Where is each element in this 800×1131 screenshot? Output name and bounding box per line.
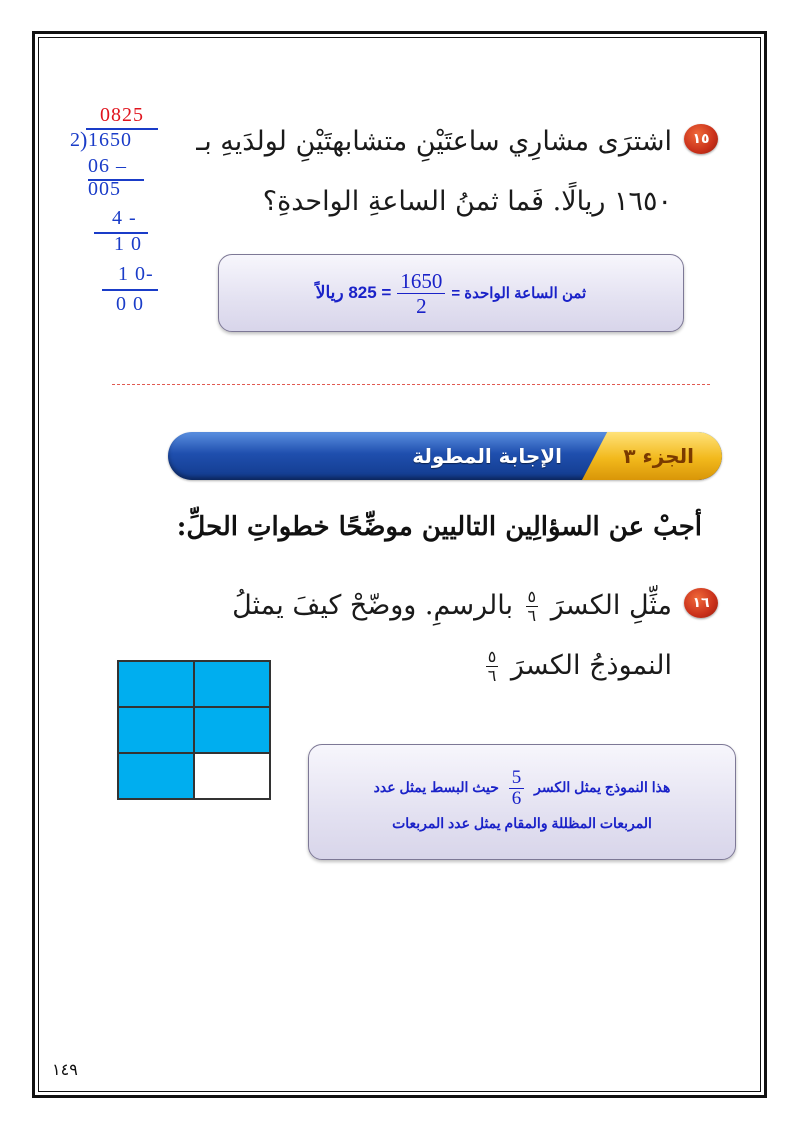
- grid-cell-shaded: [118, 707, 194, 753]
- question-16-line-1-after: بالرسمِ. ووضّحْ كيفَ يمثلُ: [232, 590, 513, 621]
- division-step-6: 0 0: [116, 293, 144, 315]
- page-number: ١٤٩: [52, 1060, 78, 1079]
- answer-15-result: = 825 ريالاً: [315, 283, 392, 302]
- grid-cell-shaded: [194, 707, 270, 753]
- question-16-line-2-before: النموذجُ الكسرَ: [510, 650, 672, 681]
- instruction-text: أجبْ عن السؤالِين التاليين موضِّحًا خطواتِ الحلِّ:: [176, 512, 702, 542]
- grid-cell-shaded: [194, 661, 270, 707]
- answer-16-denominator: 6: [511, 787, 522, 809]
- grid-cell-shaded: [118, 753, 194, 799]
- division-divisor: 2: [70, 129, 81, 151]
- grid-cell-empty: [194, 753, 270, 799]
- question-16-answer-box: [308, 744, 736, 860]
- question-15-line-2: ١٦٥٠ ريالًا. فَما ثمنُ الساعةِ الواحدةِ؟: [262, 186, 672, 217]
- answer-16-text-before: هذا النموذج يمثل الكسر: [534, 778, 671, 795]
- answer-16-line-1: [374, 768, 671, 809]
- section-separator: [112, 384, 710, 385]
- question-15-line-1: اشترَى مشارِي ساعتَيْنِ متشابهتَيْنِ لولدَيهِ بـ: [196, 126, 672, 157]
- division-line-3: [102, 289, 158, 291]
- division-bracket: ): [80, 127, 89, 152]
- division-dividend: 1650: [88, 129, 132, 151]
- fraction-1-denominator: ٦: [527, 606, 537, 625]
- answer-16-line-2: المربعات المظللة والمقام يمثل عدد المربعات: [392, 814, 652, 831]
- question-15-badge: [684, 124, 718, 154]
- section-part-label: الجزء ٣: [623, 444, 694, 468]
- answer-15-fraction: [397, 269, 445, 318]
- fraction-2-denominator: ٦: [487, 666, 497, 685]
- grid-cell-shaded: [118, 661, 194, 707]
- question-16-number: ١٦: [692, 595, 710, 611]
- answer-15-denominator: 2: [416, 293, 427, 318]
- division-step-2: 005: [88, 178, 121, 200]
- division-step-4: 1 0: [114, 233, 142, 255]
- answer-15-label: ثمن الساعة الواحدة =: [451, 285, 587, 302]
- question-15-text: [152, 112, 672, 232]
- question-16-line-1: [152, 576, 672, 636]
- question-16-line-1-before: مثِّلِ الكسرَ: [550, 590, 672, 621]
- answer-16-numerator: 5: [509, 768, 525, 789]
- fraction-grid-model: [117, 660, 271, 800]
- section-title: الإجابة المطولة: [412, 444, 562, 468]
- answer-16-text-after: حيث البسط يمثل عدد: [373, 778, 499, 795]
- question-16-fraction-2: [486, 648, 499, 685]
- question-16-badge: [684, 588, 718, 618]
- question-15-answer-box: [218, 254, 684, 332]
- question-15-number: ١٥: [692, 131, 710, 147]
- section-banner: [168, 432, 722, 480]
- answer-16-fraction: [509, 768, 525, 809]
- fraction-1-numerator: ٥: [527, 587, 537, 606]
- answer-15-numerator: 1650: [397, 269, 445, 294]
- division-quotient: 0825: [100, 104, 144, 126]
- fraction-2-numerator: ٥: [487, 647, 497, 666]
- division-step-1: 06 –: [88, 155, 127, 177]
- division-step-3: 4 -: [112, 207, 137, 229]
- question-16-fraction-1: [526, 588, 539, 625]
- division-step-5: 1 0-: [118, 263, 154, 285]
